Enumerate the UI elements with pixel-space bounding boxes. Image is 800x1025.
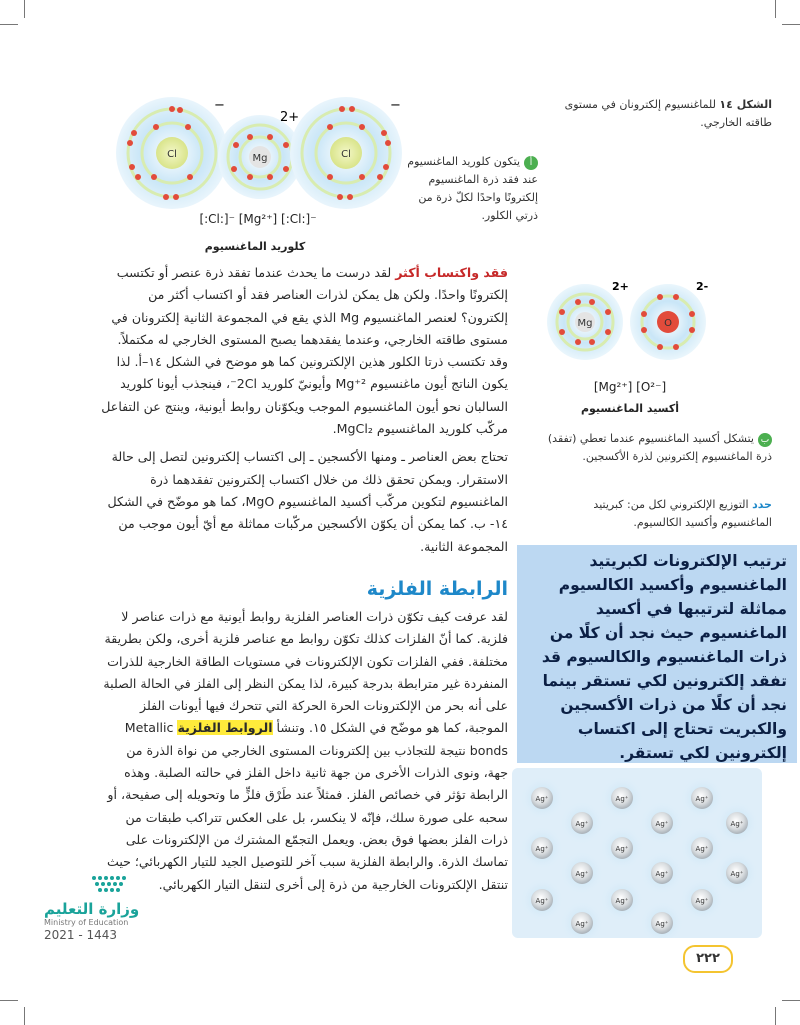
mgo-name: أكسيد الماغنسيوم	[580, 402, 680, 415]
o-label-b: O	[664, 318, 672, 329]
section-2-heading: الرابطة الفلزية	[366, 578, 508, 600]
charge-left: −	[214, 98, 225, 113]
ministry-name-en: Ministry of Education	[44, 918, 129, 927]
o-atom-b	[630, 284, 706, 360]
section-1-paragraph-1	[98, 262, 508, 440]
silver-ion-label: Ag⁺	[615, 897, 629, 905]
silver-ion-label: Ag⁺	[695, 897, 709, 905]
mg-atom-b	[547, 284, 623, 360]
caption-b	[540, 430, 772, 466]
mg-label-b: Mg	[577, 318, 593, 329]
caption-a-text: يتكون كلوريد الماغنسيوم عند فقد ذرة الماغنسيوم إلكترونًا واحدًا لكلّ ذرة من ذرتي الكلور.	[407, 155, 538, 222]
charge-mg-b: 2+	[612, 280, 629, 293]
crop-mark	[24, 1007, 25, 1025]
cl-atom-left	[116, 97, 228, 209]
section-1-p1: لقد درست ما يحدث عندما تفقد ذرة عنصر أو تكتسب إلكترونًا واحدًا. ولكن هل يمكن لذرات العناصر فقد أو اكتساب أكثر من إلكترون؟ لعنصر الماغنسيوم Mg الذي يقع في المجموعة الثانية إلكترونان في مستوى طاقته الخارجي، وعندما يفقدهما يصبح المستوى الخارجي له مكتملاً. وقد تكتسب ذرتا الكلور هذين الإلكترونين كما هو موضح في الشكل ١٤–أ. لذا يكون الناتج أيون ماغنسيوم Mg⁺² وأيونيّ كلوريد 2Cl⁻، فينجذب أيونا كلوريد السالبان نحو أيون الماغنسيوم الموجب ويكوّنان روابط أيونية، وينتج عن التفاعل مركّب كلوريد الماغنسيوم MgCl₂.	[101, 265, 508, 437]
cl-label-left: Cl	[167, 149, 177, 160]
section-1-p2: تحتاج بعض العناصر ـ ومنها الأكسجين ـ إلى اكتساب إلكترونين لتصل إلى حالة الاستقرار. ويمكن تحقق ذلك من خلال اكتساب إلكترونين تفقدهما ذرة الماغنسيوم لتكوين مركّب أكسيد الماغنسيوم MgO، كما هو موضّح في الشكل ١٤- ب. كما يمكن أن يكوّن الأكسجين مركّبات مماثلة مع أيّ أيون موجب من المجموعة الثانية.	[107, 449, 508, 554]
mgcl2-name: كلوريد الماغنسيوم	[204, 240, 306, 253]
section-2-p1b: نتيجة للتجاذب بين إلكترونات المستوى الخارجي من نواة الذرة من جهة، ونوى الذرات الأخرى من جهة ثانية داخل الفلز في حالته الصلبة. وهذه الرابطة تؤثر في خصائص الفلز. فمثلاً عند طَرْق فلزٍّ ما وتحويله إلى صفيحة، أو سحبه على صورة سلك، فإنّه لا ينكسر، بل على العكس تتراكب طبقات من ذرات الفلز بعضها فوق بعض. ويعمل التجمّع المشترك من الإلكترونات على تماسك الذرة. والرابطة الفلزية سبب آخر للتوصيل الجيد للتيار الكهربائي؛ حيث تنتقل الإلكترونات الخارجية من ذرة إلى أخرى لتنقل التيار الكهربائي.	[106, 742, 508, 892]
crop-mark	[775, 0, 776, 18]
answer-callout: ترتيب الإلكترونات لكبريتيد الماغنسيوم وأكسيد الكالسيوم مماثلة لترتيبها في أكسيد الماغنسيوم حيث نجد أن كلًا من ذرات الماغنسيوم والكالسيوم قد تفقد إلكترونين لكي تستقر بينما نجد أن كلًا من ذرات الأكسجين والكبريت تحتاج إلى اكتساب إلكترونين لكي تستقر.	[517, 545, 797, 763]
silver-ion-label: Ag⁺	[695, 845, 709, 853]
silver-ion-label: Ag⁺	[615, 845, 629, 853]
ministry-name-ar: وزارة التعليم	[44, 900, 140, 918]
crop-mark	[775, 1007, 776, 1025]
ministry-emblem-icon	[84, 870, 164, 896]
task-b	[540, 496, 772, 532]
silver-ion-label: Ag⁺	[575, 870, 589, 878]
silver-ion	[640, 801, 684, 845]
mg-atom-center	[218, 115, 302, 199]
silver-ion	[640, 851, 684, 895]
crop-mark	[0, 1000, 18, 1001]
task-text: التوزيع الإلكتروني لكل من: كبريتيد الماغنسيوم وأكسيد الكالسيوم.	[593, 498, 772, 529]
charge-center: 2+	[280, 110, 300, 125]
silver-ion-label: Ag⁺	[615, 795, 629, 803]
section-2	[98, 606, 508, 902]
section-1-lead: فقد واكتساب أكثر	[395, 265, 508, 280]
crop-mark	[782, 1000, 800, 1001]
silver-ion-label: Ag⁺	[695, 795, 709, 803]
marker-a: أ	[524, 156, 538, 170]
silver-ion	[600, 878, 644, 922]
caption-b-text: يتشكل أكسيد الماغنسيوم عندما تعطي (تفقد) ذرة الماغنسيوم إلكترونين لذرة الأكسجين.	[547, 432, 772, 463]
task-label: حدد	[752, 498, 772, 511]
mgo-diagram	[540, 280, 720, 380]
silver-ion-label: Ag⁺	[535, 795, 549, 803]
cl-atom-right	[290, 97, 402, 209]
silver-ion	[640, 901, 684, 938]
silver-ion-label: Ag⁺	[575, 920, 589, 928]
charge-right: −	[390, 98, 401, 113]
silver-ion	[560, 801, 604, 845]
metallic-bonds-term: الروابط الفلزية	[177, 720, 273, 736]
figure-14-text: للماغنسيوم إلكترونان في مستوى طاقته الخارجي.	[564, 98, 772, 129]
silver-ion	[680, 878, 724, 922]
silver-ion-label: Ag⁺	[730, 870, 744, 878]
mgcl2-formula: [:Cl:]⁻ [Mg²⁺] [:Cl:]⁻	[199, 212, 317, 226]
section-1	[98, 262, 508, 564]
crop-mark	[0, 24, 18, 25]
metallic-bonds-term-en: Metallic bonds	[124, 720, 508, 758]
silver-ion-label: Ag⁺	[730, 820, 744, 828]
figure-14-label: الشكل ١٤	[719, 98, 772, 111]
crop-mark	[24, 0, 25, 18]
ministry-year: 2021 - 1443	[44, 928, 118, 942]
silver-ion	[520, 776, 564, 820]
silver-ion	[715, 851, 759, 895]
crop-mark	[782, 24, 800, 25]
charge-o-b: 2-	[696, 280, 709, 293]
silver-ion-label: Ag⁺	[655, 820, 669, 828]
silver-ions-grid	[512, 768, 762, 938]
silver-ion-label: Ag⁺	[575, 820, 589, 828]
ministry-logo	[44, 900, 164, 942]
silver-ion-label: Ag⁺	[535, 845, 549, 853]
silver-ion	[520, 878, 564, 922]
mg-label: Mg	[252, 153, 268, 164]
silver-ion	[600, 826, 644, 870]
silver-ion-label: Ag⁺	[655, 870, 669, 878]
caption-a	[398, 153, 538, 225]
silver-ion	[520, 826, 564, 870]
figure-14-caption	[540, 96, 772, 132]
silver-ion	[560, 851, 604, 895]
silver-ion-label: Ag⁺	[535, 897, 549, 905]
mgo-formula: [Mg²⁺] [O²⁻]	[593, 380, 667, 394]
marker-b: ب	[758, 433, 772, 447]
section-2-paragraph	[98, 606, 508, 896]
section-2-p1a: لقد عرفت كيف تكوّن ذرات العناصر الفلزية روابط أيونية مع ذرات عناصر لا فلزية. كما أنّ الفلزات كذلك تكوّن روابط مع عناصر فلزية أخرى، ولكن بطريقة مختلفة. ففي الفلزات تكون الإلكترونات في مستويات الطاقة الخارجية للذرات المنفردة غير مترابطة بدرجة كبيرة، لذا يمكن النظر إلى الفلز في الحالة الصلبة على أنه بحر من الإلكترونات الحرة الحركة التي تتحرك فيها أيونات الفلز الموجبة، كما هو موضّح في الشكل ١٥. وتنشأ	[103, 609, 508, 736]
page-number: ٢٢٢	[683, 945, 733, 973]
silver-ion	[600, 776, 644, 820]
cl-label-right: Cl	[341, 149, 351, 160]
silver-ion	[560, 901, 604, 938]
silver-ion-label: Ag⁺	[655, 920, 669, 928]
mgcl2-diagram	[110, 95, 410, 215]
metallic-lattice-figure	[512, 768, 762, 938]
